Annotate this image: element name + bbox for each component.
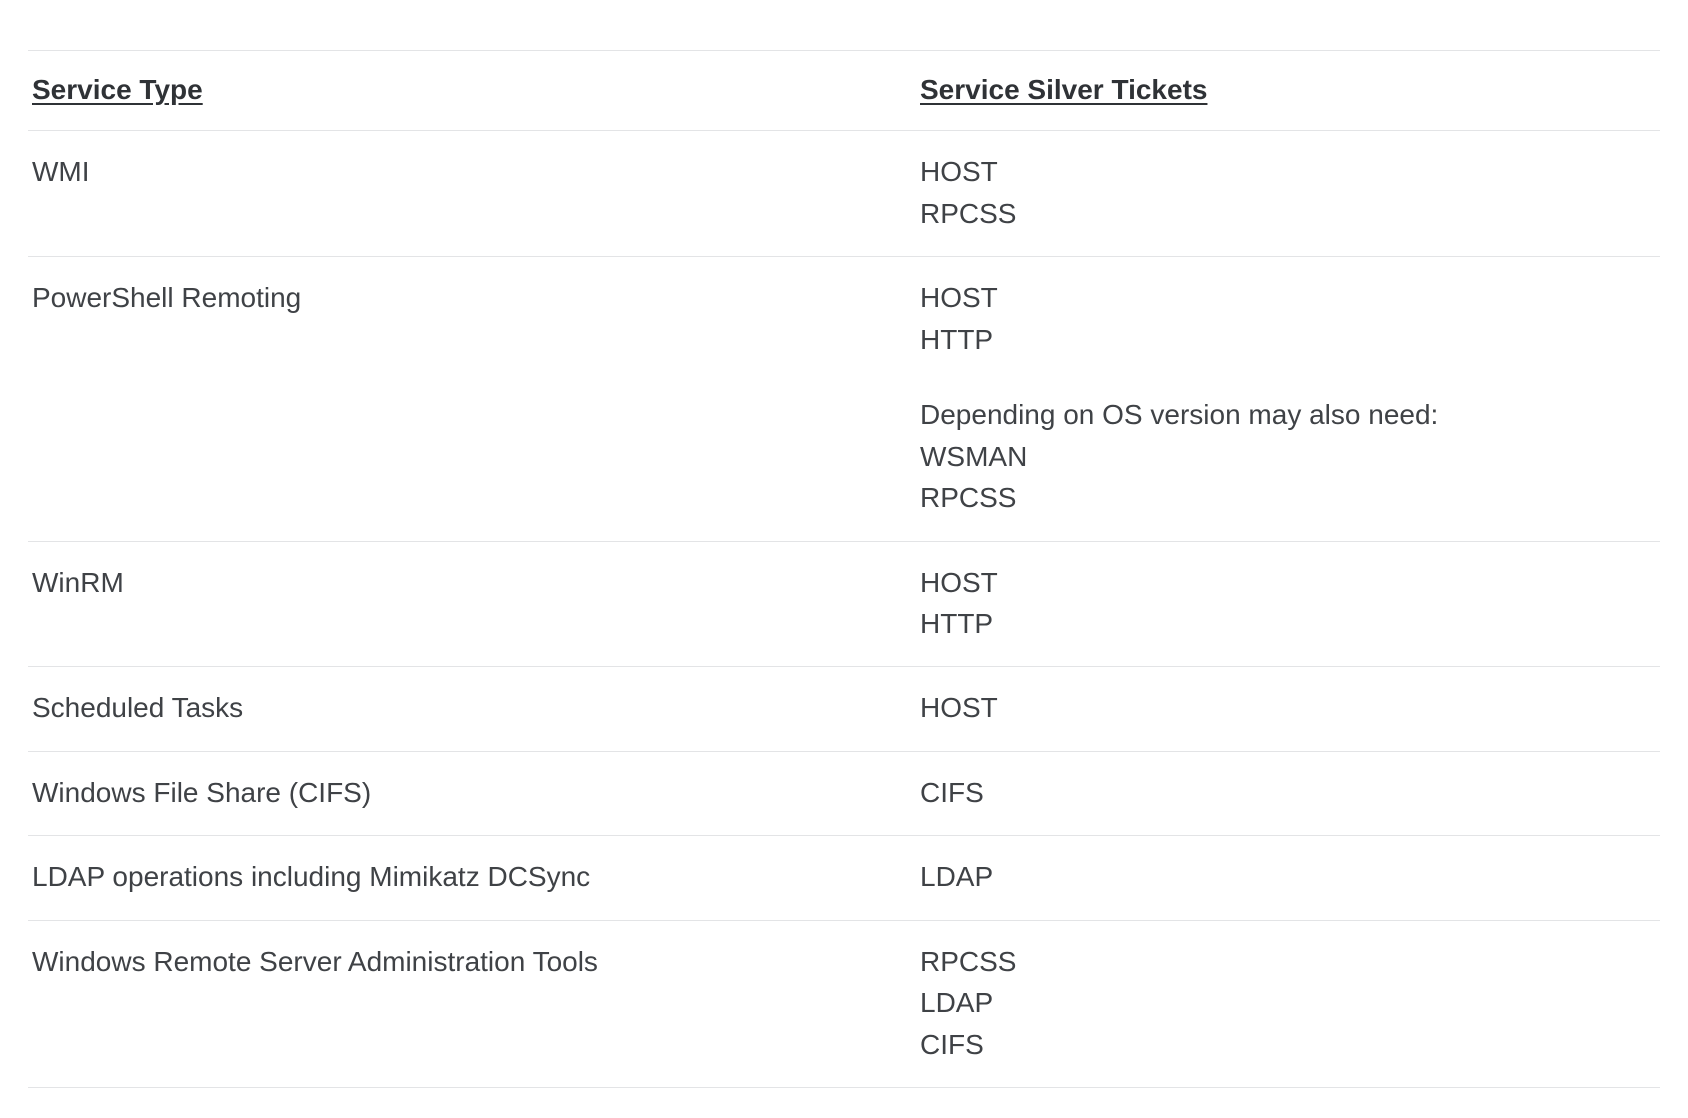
ticket-label: HTTP [920,323,994,355]
cell-service-silver-tickets [916,920,1660,1087]
column-header-service-type [28,51,916,131]
column-header-service-silver-tickets [916,51,1660,131]
ticket-label: LDAP [920,861,994,893]
service-type-label: WMI [32,156,90,188]
column-header-service-silver-tickets-label: Service Silver Tickets [920,74,1208,105]
table-header [28,51,1660,131]
ticket-label: LDAP [920,987,994,1019]
table-header-row [28,51,1660,131]
cell-service-type [28,920,916,1087]
table-row [28,257,1660,541]
ticket-label: HOST [920,156,998,188]
service-type-label: LDAP operations including Mimikatz DCSync [32,861,591,893]
cell-service-silver-tickets [916,751,1660,835]
cell-service-type [28,541,916,667]
cell-service-type [28,667,916,751]
cell-service-type [28,257,916,541]
service-type-label: Scheduled Tasks [32,692,244,724]
table-row [28,751,1660,835]
ticket-label: HOST [920,566,998,598]
service-type-label: Windows File Share (CIFS) [32,776,372,808]
silver-ticket-table [28,50,1660,1088]
cell-service-type [28,131,916,257]
ticket-note: Depending on OS version may also need: [920,399,1439,431]
ticket-label: RPCSS [920,482,1017,514]
ticket-label: HOST [920,692,998,724]
ticket-label: WSMAN [920,440,1028,472]
table-row [28,541,1660,667]
cell-service-type [28,751,916,835]
service-type-label: Windows Remote Server Administration Tools [32,945,598,977]
table-row [28,920,1660,1087]
ticket-label: HOST [920,282,998,314]
ticket-label: HTTP [920,607,994,639]
table-row [28,667,1660,751]
table-row [28,836,1660,920]
column-header-service-type-label: Service Type [32,74,203,105]
service-type-label: PowerShell Remoting [32,282,302,314]
ticket-label: RPCSS [920,197,1017,229]
cell-service-silver-tickets [916,541,1660,667]
cell-service-silver-tickets [916,836,1660,920]
ticket-label: CIFS [920,1028,984,1060]
cell-service-silver-tickets [916,667,1660,751]
cell-service-type [28,836,916,920]
ticket-label: CIFS [920,776,984,808]
ticket-label: RPCSS [920,945,1017,977]
cell-service-silver-tickets [916,257,1660,541]
table-row [28,131,1660,257]
table-body [28,131,1660,1088]
service-type-label: WinRM [32,566,124,598]
cell-service-silver-tickets [916,131,1660,257]
